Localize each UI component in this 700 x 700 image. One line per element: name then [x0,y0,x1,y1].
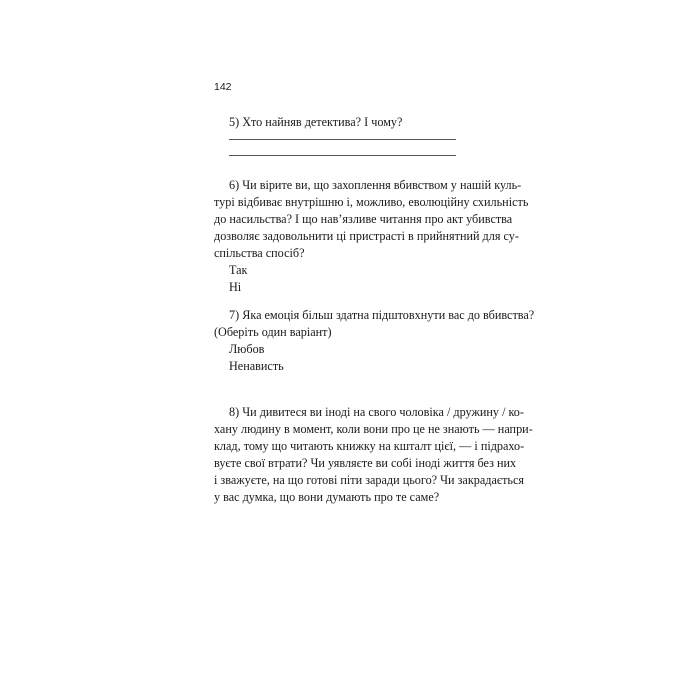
answer-option: Ні [229,280,242,294]
question-6-line: турі відбиває внутрішню і, можливо, еволюційну схильність [214,195,529,209]
question-6-line: до насильства? І що нав’язливе читання про акт убивства [214,212,513,226]
page-number: 142 [214,81,232,93]
question-8-line: і зважуєте, на що готові піти заради цього? Чи закрадається [214,473,525,487]
question-8-line: хану людину в момент, коли вони про це не знають — напри- [214,422,533,436]
question-8-line: вуєте свої втрати? Чи уявляєте ви собі іноді життя без них [214,456,517,470]
answer-option: Ненависть [229,359,284,373]
question-6-line: спільства спосіб? [214,246,305,260]
answer-option: Любов [229,342,265,356]
question-6-line: 6) Чи вірите ви, що захоплення вбивством у нашій куль- [229,178,522,192]
question-8-line: 8) Чи дивитеся ви іноді на свого чоловіка / дружину / ко- [229,405,524,419]
question-7-line: 7) Яка емоція більш здатна підштовхнути вас до вбивства? [229,308,535,322]
answer-line [229,155,456,156]
question-5-text: 5) Хто найняв детектива? І чому? [229,115,403,129]
question-6-line: дозволяє задовольнити ці пристрасті в прийнятний для су- [214,229,519,243]
question-7-hint: (Оберіть один варіант) [214,325,332,339]
question-8-line: у вас думка, що вони думають про те саме? [214,490,440,504]
question-8-line: клад, тому що читають книжку на кшталт цієї, — і підрахо- [214,439,525,453]
answer-option: Так [229,263,248,277]
answer-line [229,139,456,140]
